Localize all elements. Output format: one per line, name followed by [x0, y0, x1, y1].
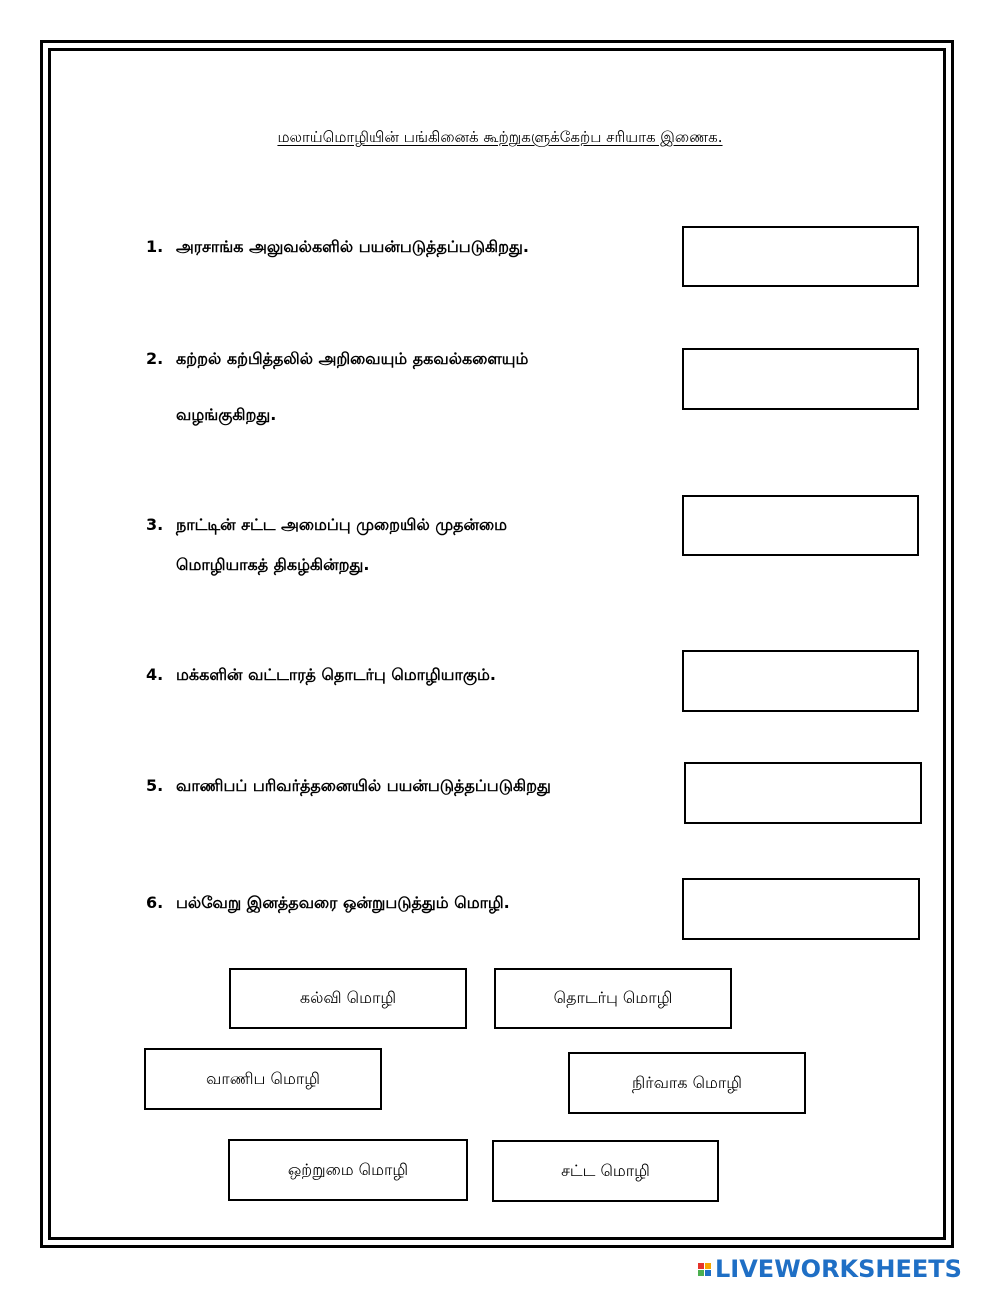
question-text: கற்றல் கற்பித்தலில் அறிவையும் தகவல்களையும் — [176, 349, 529, 368]
question-text: அரசாங்க அலுவல்களில் பயன்படுத்தப்படுகிறது. — [176, 237, 529, 256]
question-text: மக்களின் வட்டாரத் தொடர்பு மொழியாகும். — [176, 665, 496, 684]
worksheet-title: மலாய்மொழியின் பங்கினைக் கூற்றுகளுக்கேற்ப சரியாக இணைக. — [277, 128, 723, 146]
liveworksheets-logo — [698, 1256, 962, 1282]
word-card-unity-language[interactable]: ஒற்றுமை மொழி — [228, 1139, 468, 1201]
liveworksheets-logo-text: LIVEWORKSHEETS — [715, 1255, 962, 1283]
question-text: வாணிபப் பரிவர்த்தனையில் பயன்படுத்தப்படுகிறது — [176, 776, 551, 795]
answer-box-6[interactable] — [682, 878, 920, 940]
liveworksheets-logo-icon — [698, 1263, 711, 1276]
question-number: 1. — [146, 237, 164, 256]
word-card-trade-language[interactable]: வாணிப மொழி — [144, 1048, 382, 1110]
word-card-administration-language[interactable]: நிர்வாக மொழி — [568, 1052, 806, 1114]
question-text: நாட்டின் சட்ட அமைப்பு முறையில் முதன்மை — [176, 515, 508, 534]
answer-box-2[interactable] — [682, 348, 919, 410]
answer-box-4[interactable] — [682, 650, 919, 712]
question-number: 2. — [146, 349, 164, 368]
question-text: பல்வேறு இனத்தவரை ஒன்றுபடுத்தும் மொழி. — [176, 893, 510, 912]
word-card-law-language[interactable]: சட்ட மொழி — [492, 1140, 719, 1202]
question-text-continued: வழங்குகிறது. — [176, 405, 277, 424]
answer-box-5[interactable] — [684, 762, 922, 824]
question-number: 3. — [146, 515, 164, 534]
question-number: 6. — [146, 893, 164, 912]
question-text-continued: மொழியாகத் திகழ்கின்றது. — [176, 555, 370, 574]
answer-box-3[interactable] — [682, 495, 919, 556]
question-number: 5. — [146, 776, 164, 795]
answer-box-1[interactable] — [682, 226, 919, 287]
question-number: 4. — [146, 665, 164, 684]
word-card-communication-language[interactable]: தொடர்பு மொழி — [494, 968, 732, 1029]
word-card-education-language[interactable]: கல்வி மொழி — [229, 968, 467, 1029]
